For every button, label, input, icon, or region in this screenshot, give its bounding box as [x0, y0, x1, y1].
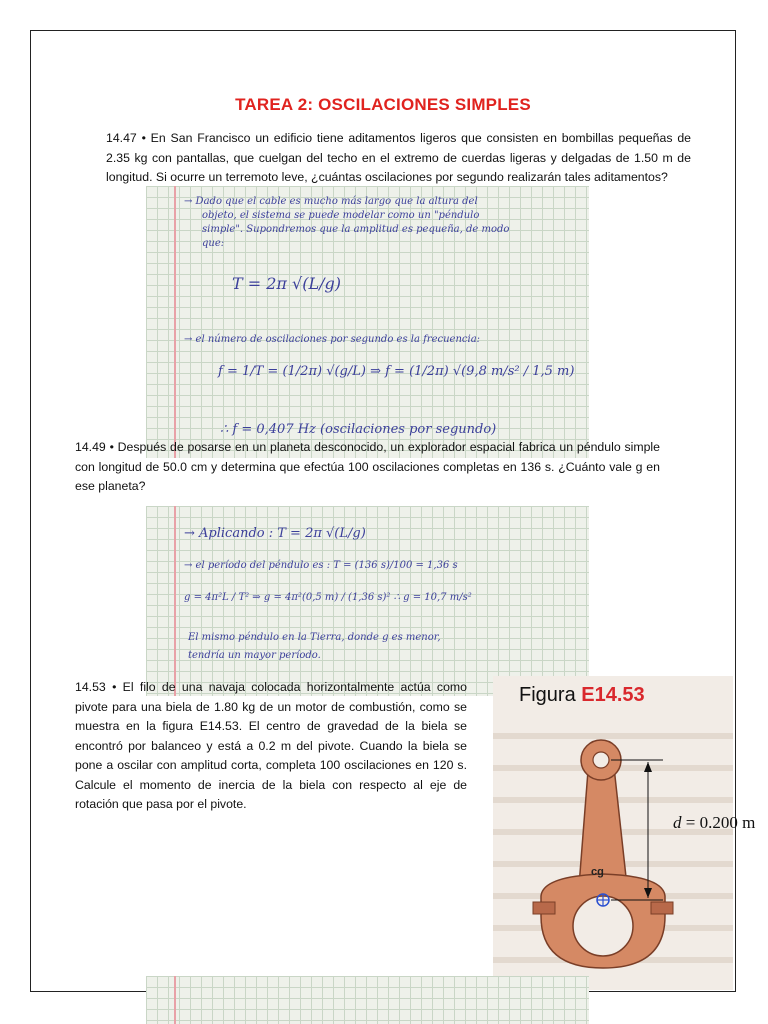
note-line: El mismo péndulo en la Tierra, donde g es menor,: [188, 632, 441, 643]
period-equation: T = 2π √(L/g): [232, 274, 341, 293]
notebook-margin-line: [174, 506, 176, 696]
connecting-rod-illustration: [493, 676, 733, 990]
problem-14-49-text: 14.49 • Después de posarse en un planeta desconocido, un explorador espacial fabrica un péndulo simple con longitud de 50.0 cm y determina que efectúa 100 oscilaciones completas en 136 s. ¿Cuánto vale g en ese planeta?: [75, 440, 660, 493]
note-line: simple". Supondremos que la amplitud es pequeña, de modo: [202, 224, 510, 235]
note-line: → el número de oscilaciones por segundo es la frecuencia:: [184, 334, 481, 345]
notebook-margin-line: [174, 976, 176, 1024]
handwritten-solution-14-53: [146, 976, 589, 1024]
dimension-value: = 0.200 m: [681, 813, 756, 832]
page-title: TAREA 2: OSCILACIONES SIMPLES: [235, 95, 531, 114]
note-line: → Aplicando : T = 2π √(L/g): [184, 526, 366, 541]
frequency-equation: f = 1/T = (1/2π) √(g/L) ⇒ f = (1/2π) √(9,8 m/s² / 1,5 m): [218, 364, 575, 379]
note-line: → Dado que el cable es mucho más largo que la altura del: [184, 196, 478, 207]
note-line: tendría un mayor período.: [188, 650, 321, 661]
note-line: que:: [202, 238, 225, 249]
note-line: objeto, el sistema se puede modelar como un "péndulo: [202, 210, 480, 221]
handwritten-solution-14-47: [146, 186, 589, 458]
gravity-equation: g = 4π²L / T² ⇒ g = 4π²(0,5 m) / (1,36 s)² ∴ g = 10,7 m/s²: [184, 592, 472, 603]
problem-14-53-text: 14.53 • El filo de una navaja colocada horizontalmente actúa como pivote para una biela de 1.80 kg de un motor de combustión, como se muestra en la figura E14.53. El centro de gravedad de la biela se encontró por balanceo y está a 0.2 m del pivote. Cuando la biela se pone a oscilar con amplitud corta, completa 100 oscilaciones en 120 s. Calcule el momento de inercia de la biela con respecto al eje de rotación que pasa por el pivote.: [75, 680, 467, 811]
dimension-variable: d: [673, 813, 682, 832]
dimension-label: [673, 813, 755, 833]
figure-e14-53: [493, 676, 756, 990]
notebook-margin-line: [174, 186, 176, 458]
handwritten-solution-14-49: [146, 506, 589, 696]
note-line: → el período del péndulo es : T = (136 s)/100 = 1,36 s: [184, 560, 458, 571]
figure-caption: [519, 684, 645, 707]
figure-caption-code: E14.53: [581, 684, 645, 706]
problem-14-47-text: 14.47 • En San Francisco un edificio tiene aditamentos ligeros que consisten en bombillas pequeñas de 2.35 kg con pantallas, que cuelgan del techo en el extremo de cuerdas ligeras y delgadas de 1.50 m de longitud. Si ocurre un terremoto leve, ¿cuántas oscilaciones por segundo realizarán tales aditamentos?: [106, 131, 691, 184]
frequency-result: ∴ f = 0,407 Hz (oscilaciones por segundo): [220, 422, 497, 437]
center-of-gravity-label: cg: [591, 866, 604, 878]
figure-caption-prefix: Figura: [519, 684, 582, 706]
